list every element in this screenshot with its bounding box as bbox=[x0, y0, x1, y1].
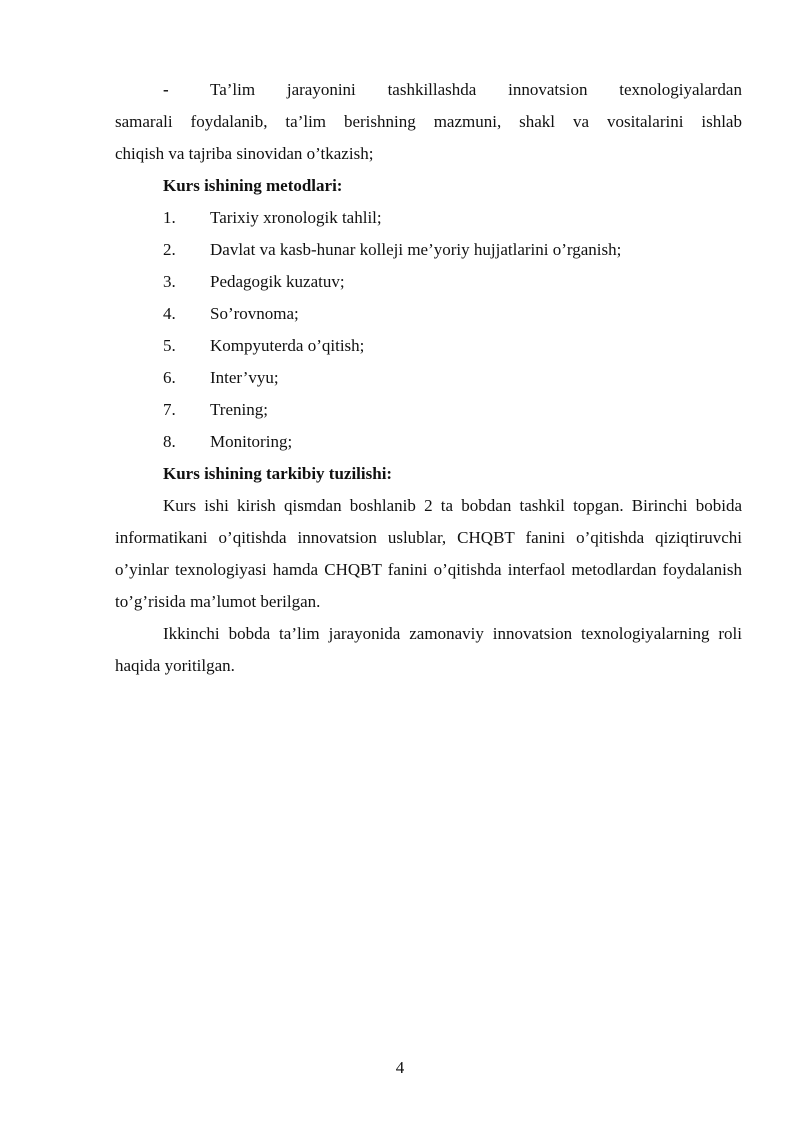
dash-marker: - bbox=[163, 80, 169, 99]
list-number: 8. bbox=[163, 432, 176, 451]
structure-paragraph-2: Ikkinchi bobda ta’lim jarayonida zamonaviy innovatsion texnologiyalarning roli haqida yoritilgan. bbox=[115, 624, 742, 675]
intro-word: vositalarini bbox=[606, 112, 684, 131]
structure-heading: Kurs ishining tarkibiy tuzilishi: bbox=[163, 464, 393, 483]
list-text: Kompyuterda o’qitish; bbox=[210, 336, 365, 355]
list-item bbox=[115, 234, 742, 266]
structure-paragraph-1: Kurs ishi kirish qismdan boshlanib 2 ta bobdan tashkil topgan. Birinchi bobida informatikani o’qitishda innovatsion uslublar, CHQBT fanini o’qitishda qiziqtiruvchi o’yinlar texnologiyasi hamda CHQBT fanini o’qitishda interfaol metodlardan foydalanish to’g’risida ma’lumot berilgan. bbox=[115, 496, 742, 611]
list-item bbox=[115, 330, 742, 362]
list-number: 1. bbox=[163, 208, 176, 227]
list-text: Davlat va kasb-hunar kolleji me’yoriy hujjatlarini o’rganish; bbox=[210, 240, 622, 259]
intro-word: foydalanib, bbox=[190, 112, 268, 131]
intro-item-line-3: chiqish va tajriba sinovidan o’tkazish; bbox=[115, 144, 374, 163]
methods-list bbox=[115, 202, 742, 458]
intro-word: innovatsion bbox=[508, 80, 588, 99]
list-item bbox=[115, 426, 742, 458]
intro-word: berishning bbox=[343, 112, 416, 131]
list-item bbox=[115, 362, 742, 394]
list-text: Monitoring; bbox=[210, 432, 293, 451]
intro-word: jarayonini bbox=[286, 80, 356, 99]
list-item bbox=[115, 266, 742, 298]
list-number: 7. bbox=[163, 400, 176, 419]
intro-item-line-2 bbox=[115, 106, 742, 138]
intro-word: texnologiyalardan bbox=[619, 80, 742, 99]
methods-heading: Kurs ishining metodlari: bbox=[163, 176, 343, 195]
page-number: 4 bbox=[395, 1058, 405, 1077]
list-item bbox=[115, 202, 742, 234]
intro-word: ta’lim bbox=[285, 112, 327, 131]
intro-word: ishlab bbox=[701, 112, 742, 131]
list-number: 3. bbox=[163, 272, 176, 291]
list-number: 5. bbox=[163, 336, 176, 355]
intro-word: tashkillashda bbox=[387, 80, 477, 99]
list-text: Inter’vyu; bbox=[210, 368, 279, 387]
list-text: So’rovnoma; bbox=[210, 304, 299, 323]
list-number: 2. bbox=[163, 240, 176, 259]
list-text: Trening; bbox=[210, 400, 268, 419]
intro-word: mazmuni, bbox=[433, 112, 502, 131]
document-body bbox=[115, 74, 742, 682]
intro-word: samarali bbox=[115, 112, 173, 131]
intro-word: shakl bbox=[519, 112, 556, 131]
list-item bbox=[115, 298, 742, 330]
list-number: 6. bbox=[163, 368, 176, 387]
list-number: 4. bbox=[163, 304, 176, 323]
intro-word: va bbox=[572, 112, 590, 131]
list-text: Tarixiy xronologik tahlil; bbox=[210, 208, 382, 227]
intro-item-line-1 bbox=[115, 74, 742, 106]
intro-word: Ta’lim bbox=[210, 80, 256, 99]
list-item bbox=[115, 394, 742, 426]
list-text: Pedagogik kuzatuv; bbox=[210, 272, 345, 291]
